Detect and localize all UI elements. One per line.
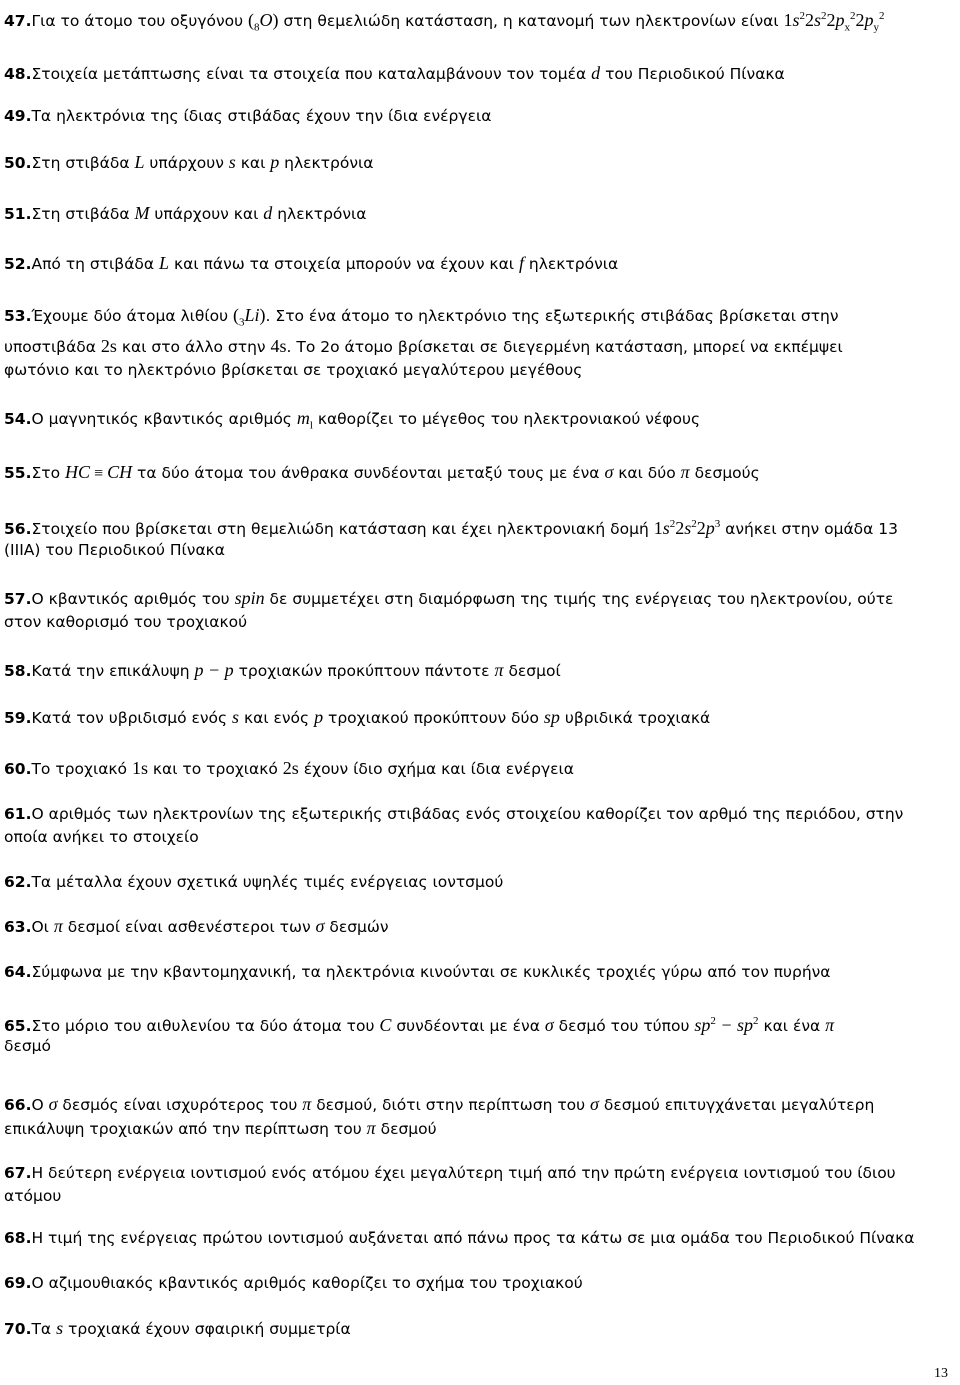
statement-56: 56.Στοιχείο που βρίσκεται στη θεμελιώδη κατάσταση και έχει ηλεκτρονιακή δομή $1s^22s^22p^3$ ανήκει στην ομάδα 13 xyxy=(4,518,899,538)
statement-57-line-2: στον καθορισμό του τροχιακού xyxy=(4,613,248,631)
math-oxygen: $(_8O)$ xyxy=(248,10,279,34)
statement-51: 51.Στη στιβάδα M υπάρχουν και d ηλεκτρόνια xyxy=(4,203,367,223)
statement-61-line-2: οποία ανήκει το στοιχείο xyxy=(4,828,199,846)
statement-61: 61.Ο αριθμός των ηλεκτρονίων της εξωτερικής στιβάδας ενός στοιχείου καθορίζει τον αρθμό της περιόδου, στην xyxy=(4,805,904,823)
math-config-56: $1s^22s^22p^3$ xyxy=(653,518,721,538)
page-number: 13 xyxy=(934,1366,948,1381)
statement-59: 59.Κατά τον υβριδισμό ενός s και ενός p τροχιακού προκύπτουν δύο sp υβριδικά τροχιακά xyxy=(4,707,711,727)
statement-69: 69.Ο αζιμουθιακός κβαντικός αριθμός καθορίζει το σχήμα του τροχιακού xyxy=(4,1274,583,1292)
statement-67: 67.Η δεύτερη ενέργεια ιοντισμού ενός ατόμου έχει μεγαλύτερη τιμή από την πρώτη ενέργεια ιοντισμού του ίδιου xyxy=(4,1164,896,1182)
math-sp2-sp2: $sp^2 - sp^2$ xyxy=(694,1015,759,1035)
statement-53-line-2: υποστιβάδα 2s και στο άλλο στην 4s. Το 2ο άτομο βρίσκεται σε διεγερμένη κατάσταση, μπορεί να εκπέμψει xyxy=(4,336,843,356)
statement-55: 55.Στο HC ≡ CH τα δύο άτομα του άνθρακα συνδέονται μεταξύ τους με ένα σ και δύο π δεσμούς xyxy=(4,462,760,482)
statement-48: 48.Στοιχεία μετάπτωσης είναι τα στοιχεία που καταλαμβάνουν τον τομέα d του Περιοδικού Πίνακα xyxy=(4,63,785,83)
statement-70: 70.Τα s τροχιακά έχουν σφαιρική συμμετρία xyxy=(4,1318,351,1338)
statement-57: 57.Ο κβαντικός αριθμός του spin δε συμμετέχει στη διαμόρφωση της τιμής της ενέργειας του ηλεκτρονίου, ούτε xyxy=(4,588,894,608)
statement-49: 49.Τα ηλεκτρόνια της ίδιας στιβάδας έχουν την ίδια ενέργεια xyxy=(4,107,492,125)
statement-58: 58.Κατά την επικάλυψη p − p τροχιακών προκύπτουν πάντοτε π δεσμοί xyxy=(4,660,561,680)
statement-62: 62.Τα μέταλλα έχουν σχετικά υψηλές τιμές ενέργειας ιοντσμού xyxy=(4,873,504,891)
statement-66: 66.Ο σ δεσμός είναι ισχυρότερος του π δεσμού, διότι στην περίπτωση του σ δεσμού επιτυγχάνεται μεγαλύτερη xyxy=(4,1094,875,1114)
statement-54: 54.Ο μαγνητικός κβαντικός αριθμός $m_l$ καθορίζει το μέγεθος του ηλεκτρονιακού νέφους xyxy=(4,408,701,432)
statement-60: 60.Το τροχιακό 1s και το τροχιακό 2s έχουν ίδιο σχήμα και ίδια ενέργεια xyxy=(4,758,575,778)
statement-65-line-2: δεσμό xyxy=(4,1037,52,1055)
statement-67-line-2: ατόμου xyxy=(4,1187,62,1205)
statement-63: 63.Οι π δεσμοί είναι ασθενέστεροι των σ δεσμών xyxy=(4,916,389,936)
math-lithium: $(_3Li)$ xyxy=(233,305,266,329)
statement-53-line-3: φωτόνιο και το ηλεκτρόνιο βρίσκεται σε τροχιακό μεγαλύτερου μεγέθους xyxy=(4,361,583,379)
statement-56-line-2: (ΙΙΙΑ) του Περιοδικού Πίνακα xyxy=(4,541,226,559)
statement-47: 47.Για το άτομο του οξυγόνου $(_8O)$ στη θεμελιώδη κατάσταση, η κατανομή των ηλεκτρονίων είναι $1s^22s^22p_x^22p_y^2$ xyxy=(4,10,885,34)
statement-65: 65.Στο μόριο του αιθυλενίου τα δύο άτομα του C συνδέονται με ένα σ δεσμό του τύπου $sp^2 - sp^2$ και ένα π xyxy=(4,1015,835,1035)
statement-68: 68.Η τιμή της ενέργειας πρώτου ιοντισμού αυξάνεται από πάνω προς τα κάτω σε μια ομάδα του Περιοδικού Πίνακα xyxy=(4,1229,915,1247)
math-electron-configuration: $1s^22s^22p_x^22p_y^2$ xyxy=(783,10,885,34)
statement-64: 64.Σύμφωνα με την κβαντομηχανική, τα ηλεκτρόνια κινούνται σε κυκλικές τροχιές γύρω από τον πυρήνα xyxy=(4,963,831,981)
math-ml: $m_l$ xyxy=(296,408,313,432)
statement-52: 52.Από τη στιβάδα L και πάνω τα στοιχεία μπορούν να έχουν και f ηλεκτρόνια xyxy=(4,253,619,273)
statement-53: 53.Έχουμε δύο άτομα λιθίου $(_3Li)$. Στο ένα άτομο το ηλεκτρόνιο της εξωτερικής στιβάδας βρίσκεται στην xyxy=(4,305,839,329)
statement-50: 50.Στη στιβάδα L υπάρχουν s και p ηλεκτρόνια xyxy=(4,152,374,172)
statement-number: 47. xyxy=(4,12,32,30)
statement-66-line-2: επικάλυψη τροχιακών από την περίπτωση του π δεσμού xyxy=(4,1118,437,1138)
math-d: d xyxy=(591,63,601,83)
